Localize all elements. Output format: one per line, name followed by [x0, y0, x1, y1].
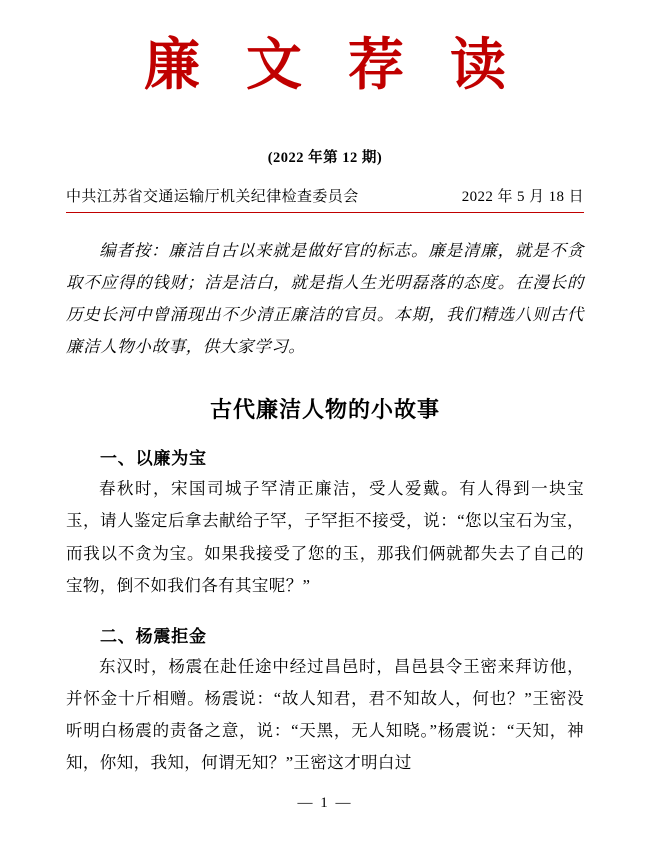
- issue-number: (2022 年第 12 期): [267, 149, 383, 166]
- section-heading-2: 二、杨震拒金: [100, 626, 207, 646]
- section-heading-1: 一、以廉为宝: [100, 449, 207, 469]
- masthead-title: 廉 文 荐 读: [144, 35, 522, 97]
- publication-date: 2022 年 5 月 18 日: [461, 188, 584, 205]
- section-body-2: 东汉时，杨震在赴任途中经过昌邑时，昌邑县令王密来拜访他，并怀金十斤相赠。杨震说：“故人知君，君不知故人，何也？”王密没听明白杨震的责备之意，说：“天黑，无人知晓。”杨震说：“天知，神知，你知，我知，何谓无知？”王密这才明白过: [66, 656, 584, 773]
- editor-note-text: 编者按：廉洁自古以来就是做好官的标志。廉是清廉，就是不贪取不应得的钱财；洁是洁白，就是指人生光明磊落的态度。在漫长的历史长河中曾涌现出不少清正廉洁的官员。本期，我们精选八则古代廉洁人物小故事，供大家学习。: [66, 240, 584, 357]
- header-divider-rule: [66, 212, 584, 213]
- page-number: — 1 —: [297, 795, 353, 811]
- editor-note: [66, 235, 584, 364]
- publisher-meta-row: [66, 185, 584, 206]
- publisher-name: 中共江苏省交通运输厅机关纪律检查委员会: [66, 188, 359, 205]
- section-body-1: 春秋时，宋国司城子罕清正廉洁，受人爱戴。有人得到一块宝玉，请人鉴定后拿去献给子罕，子罕拒不接受，说：“您以宝石为宝，而我以不贪为宝。如果我接受了您的玉，那我们俩就都失去了自己的宝物，倒不如我们各有其宝呢？”: [66, 479, 584, 595]
- article-title: 古代廉洁人物的小故事: [209, 397, 440, 423]
